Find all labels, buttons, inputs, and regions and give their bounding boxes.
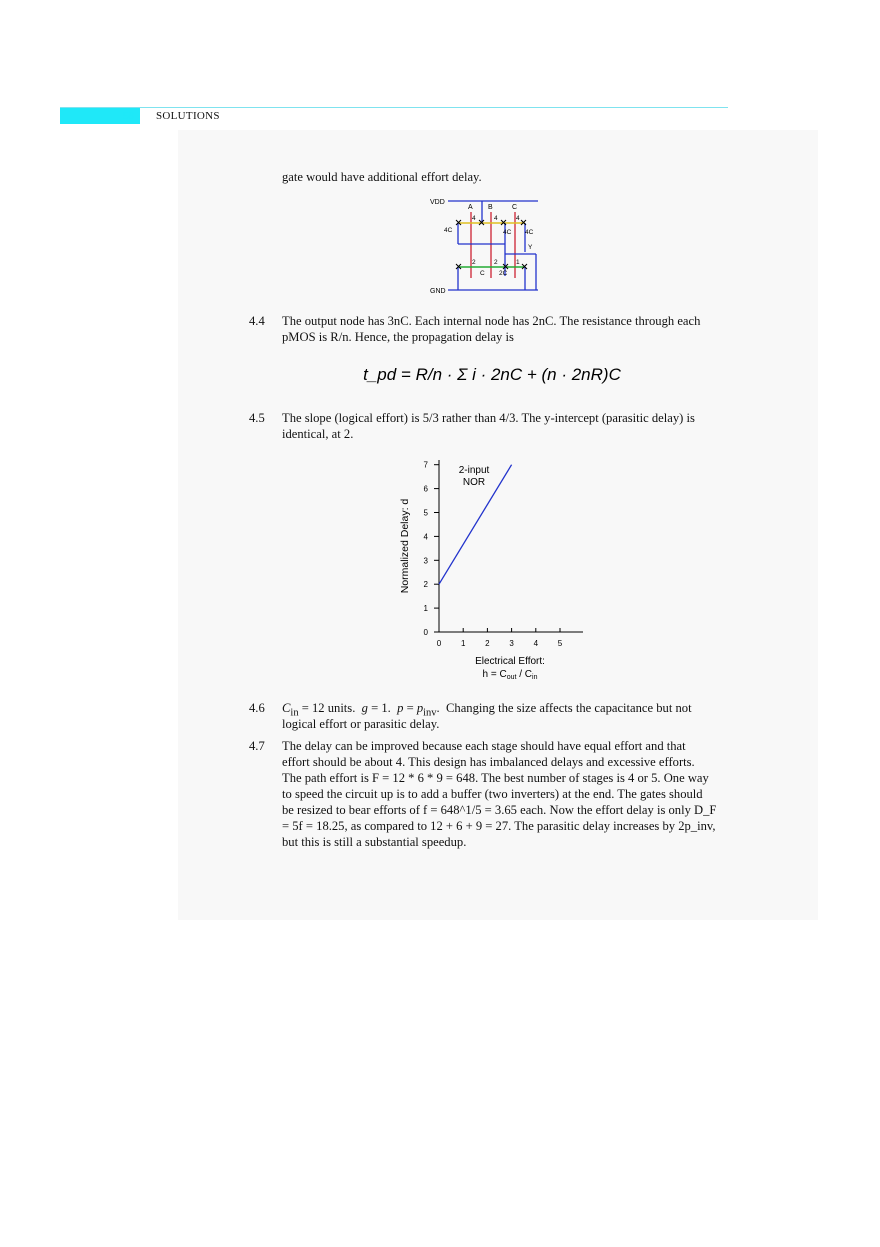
- section-line: identical, at 2.: [282, 427, 354, 441]
- input-a: A: [468, 204, 473, 211]
- cap-label: 4C: [503, 229, 512, 236]
- section-line: but this is still a substantial speedup.: [282, 835, 467, 849]
- gnd-label: GND: [430, 288, 446, 295]
- input-c: C: [512, 204, 518, 211]
- output-y: Y: [528, 244, 533, 251]
- input-b: B: [488, 204, 493, 211]
- size-label: 4: [516, 215, 520, 222]
- y-tick-label: 5: [423, 508, 428, 518]
- cap-label: 4C: [444, 227, 453, 234]
- x-tick-label: 3: [509, 639, 514, 648]
- y-tick-label: 0: [423, 628, 428, 637]
- annotation-line-2: NOR: [462, 477, 486, 488]
- y-axis-label: Normalized Delay: d: [399, 498, 411, 594]
- x-tick-label: 5: [557, 639, 563, 648]
- x-tick-label: 0: [436, 639, 442, 648]
- header-rule: [60, 107, 728, 108]
- section-line: = 5f = 18.25, as compared to 12 + 6 + 9 = 27. The parasitic delay increases by 2p_inv,: [282, 819, 716, 833]
- propagation-delay-formula: [342, 354, 642, 398]
- annotation-line-1: 2-input: [458, 465, 490, 476]
- size-label: 4: [494, 215, 498, 222]
- section-line: $C_{in} = 12$ units. g = 1. $p = p_{inv}$. Changing the size affects the capacitance but not: [282, 701, 692, 719]
- section-line: logical effort or parasitic delay.: [282, 717, 440, 731]
- cap-label: C: [480, 270, 485, 277]
- intro-line: gate would have additional effort delay.: [282, 170, 482, 184]
- y-tick-label: 4: [423, 532, 428, 542]
- x-axis-label-formula: $h = C_{out} / C_{in}$: [482, 669, 538, 681]
- page-number-bar: [60, 108, 140, 124]
- section-line: to speed the circuit up is to add a buffer (two inverters) at the end. The gates should: [282, 787, 703, 801]
- x-tick-label: 4: [533, 639, 539, 648]
- vdd-label: VDD: [430, 199, 445, 206]
- section-line: The path effort is F = 12 * 6 * 9 = 648. The best number of stages is 4 or 5. One way: [282, 771, 709, 785]
- size-label: 2: [472, 259, 476, 266]
- size-label: 1: [516, 259, 520, 266]
- y-tick-label: 7: [423, 460, 428, 470]
- section-line: The output node has 3nC. Each internal node has 2nC. The resistance through each: [282, 314, 701, 328]
- section-number: 4.4: [249, 314, 265, 328]
- section-line: effort should be about 4. This design has imbalanced delays and excessive efforts.: [282, 755, 695, 769]
- section-line: pMOS is R/n. Hence, the propagation delay is: [282, 330, 514, 344]
- section-line: The delay can be improved because each stage should have equal effort and that: [282, 739, 686, 753]
- section-number: 4.5: [249, 411, 265, 425]
- running-header: SOLUTIONS: [156, 110, 220, 122]
- x-axis-label: Electrical Effort:: [475, 656, 545, 667]
- cap-label: 4C: [525, 229, 534, 236]
- y-tick-label: 6: [423, 484, 428, 494]
- y-tick-label: 1: [423, 604, 428, 614]
- section-line: be resized to bear efforts of f = 648^1/5 = 3.65 each. Now the effort delay is only D_F: [282, 803, 717, 817]
- formula-text: t_pd = R/n · Σ i · 2nC + (n · 2nR)C: [363, 365, 621, 384]
- section-number: 4.6: [249, 701, 265, 715]
- y-tick-label: 3: [423, 556, 428, 566]
- section-number: 4.7: [249, 739, 265, 753]
- page-number: 58: [123, 110, 134, 122]
- size-label: 4: [472, 215, 476, 222]
- y-tick-label: 2: [423, 580, 428, 590]
- x-tick-label: 2: [485, 639, 490, 648]
- x-tick-label: 1: [460, 639, 466, 648]
- delay-chart: [390, 452, 600, 692]
- size-label: 2: [494, 259, 498, 266]
- nor-gate-schematic: [420, 194, 550, 298]
- cap-label: 2C: [499, 270, 508, 277]
- section-line: The slope (logical effort) is 5/3 rather than 4/3. The y-intercept (parasitic delay) is: [282, 411, 695, 425]
